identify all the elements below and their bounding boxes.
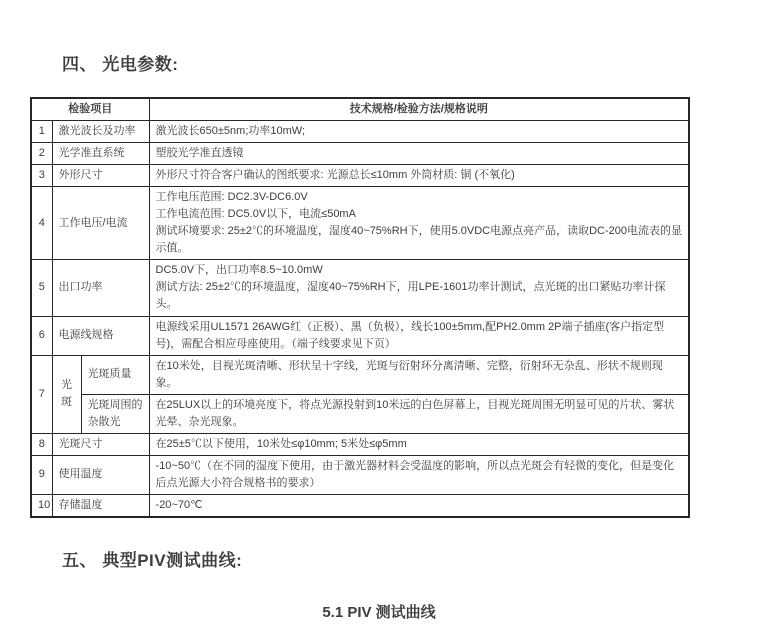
row-label: 工作电压/电流 [52,187,149,260]
spec-line: 工作电压范围: DC2.3V-DC6.0V [155,191,308,204]
table-row-2 [31,143,689,165]
spec-line: 激光波长650±5nm;功率10mW; [155,125,306,138]
table-header-row [31,98,689,121]
row-number: 6 [31,316,52,355]
table-row-10 [31,494,689,517]
row-label: 存储温度 [52,494,149,517]
photoelectric-parameters-table [30,97,690,518]
row-number: 10 [31,494,52,517]
spec-line: DC5.0V下，出口功率8.5~10.0mW [155,264,323,277]
spec-line: 工作电流范围: DC5.0V以下，电流≤50mA [155,208,356,221]
row-label: 使用温度 [52,455,149,494]
row-spec [149,355,689,394]
table-row-7b [31,394,689,433]
row-label: 外形尺寸 [52,165,149,187]
row-spec [149,494,689,517]
subsection-5-1-title: 5.1 PIV 测试曲线 [322,603,436,621]
row-number: 7 [31,355,52,433]
section-4-title: 四、 光电参数: [62,55,179,74]
spec-line: -20~70℃ [155,498,203,511]
row-label: 光斑尺寸 [52,433,149,455]
col-header-spec: 技术规格/检验方法/规格说明 [149,98,689,121]
spec-line: 测试方法: 25±2℃的环境温度，湿度40~75%RH下，用LPE-1601功率计测试，点光斑的出口紧贴功率计探头。 [155,281,666,311]
row-label: 光学准直系统 [52,143,149,165]
spec-line: 电源线采用UL1571 26AWG红（正极）、黑（负极），线长100±5mm,配PH2.0mm 2P端子插座(客户指定型号)，需配合相应母座使用。（端子线要求见下页） [155,320,665,350]
spec-line: 在10米处，目视光斑清晰、形状呈十字线，光斑与衍射环分离清晰、完整，衍射环无杂乱、形状不规则现象。 [155,359,663,389]
table-row-6 [31,316,689,355]
row-number: 5 [31,260,52,316]
table-row-1 [31,121,689,143]
row-label: 出口功率 [52,260,149,316]
row-spec [149,165,689,187]
row-spec [149,455,689,494]
row-group-label: 光斑 [52,355,81,433]
spec-line: -10~50℃（在不同的湿度下使用，由于激光器材料会受温度的影响，所以点光斑会有轻微的变化，但是变化后点光源大小符合规格书的要求） [155,459,675,489]
table-row-7a [31,355,689,394]
row-number: 8 [31,433,52,455]
col-header-inspection-item: 检验项目 [31,98,149,121]
spec-line: 测试环境要求: 25±2℃的环境温度，湿度40~75%RH下，使用5.0VDC电源点亮产品，读取DC-200电流表的显示值。 [155,225,683,255]
row-label: 激光波长及功率 [52,121,149,143]
row-number: 1 [31,121,52,143]
section-5-title: 五、 典型PIV测试曲线: [62,550,243,570]
row-spec [149,260,689,316]
row-sublabel: 光斑周围的杂散光 [81,394,149,433]
spec-line: 在25LUX以上的环境亮度下，将点光源投射到10米远的白色屏幕上，目视光斑周围无明显可见的片状、雾状光晕、杂光现象。 [155,398,675,428]
row-spec [149,121,689,143]
table-row-4 [31,187,689,260]
row-number: 4 [31,187,52,260]
row-spec [149,143,689,165]
table-row-9 [31,455,689,494]
table-row-8 [31,433,689,455]
row-sublabel: 光斑质量 [81,355,149,394]
row-number: 3 [31,165,52,187]
row-spec [149,187,689,260]
row-spec [149,316,689,355]
row-spec [149,394,689,433]
spec-line: 在25±5℃以下使用，10米处≤φ10mm; 5米处≤φ5mm [155,437,407,450]
spec-line: 外形尺寸符合客户确认的图纸要求: 光源总长≤10mm 外筒材质: 铜 (不氧化) [155,169,515,182]
table-row-3 [31,165,689,187]
spec-line: 塑胶光学准直透镜 [155,147,244,160]
row-number: 2 [31,143,52,165]
row-label: 电源线规格 [52,316,149,355]
row-number: 9 [31,455,52,494]
row-spec [149,433,689,455]
table-row-5 [31,260,689,316]
